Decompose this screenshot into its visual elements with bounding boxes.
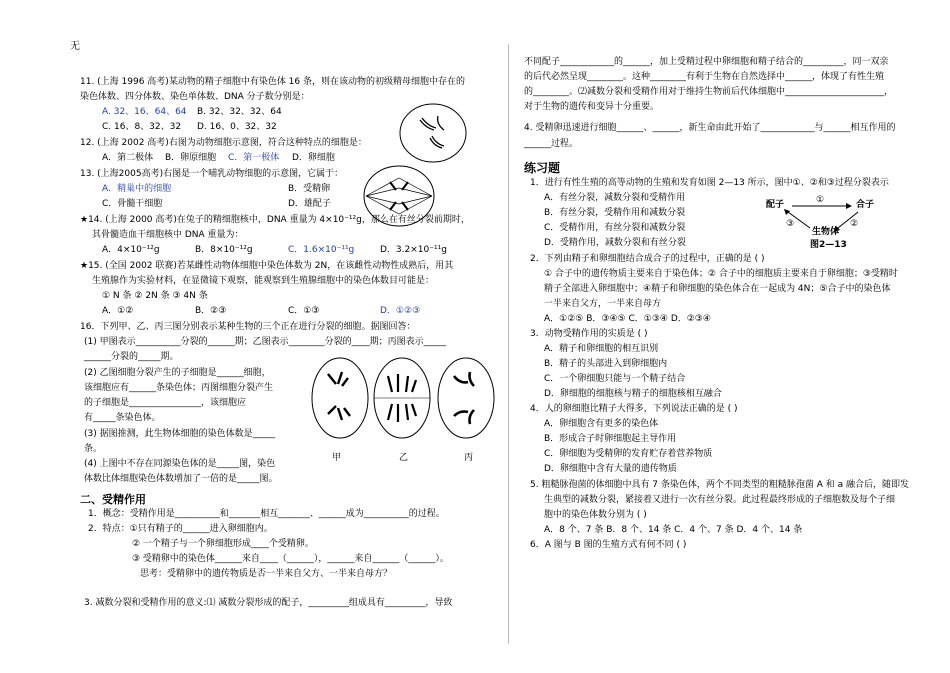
e2-stem: 2．下列由精子和卵细胞结合成合子的过程中，正确的是 ( ) xyxy=(530,254,765,264)
e3-option-d: D．卵细胞的细胞核与精子的细胞核相互融合 xyxy=(544,389,722,399)
q11-option-a: A. 32、16、64、64 xyxy=(102,107,187,117)
q15-stem-line2: 生殖腺作为实验材料，在显微镜下观察，能观察到生殖腺细胞中的染色体数目可能是： xyxy=(92,276,435,286)
q13-stem: 13. (上海2005高考)右图是一个哺乳动物细胞的示意图，它属于： xyxy=(80,169,344,179)
q11-stem-line1: 11. (上海 1996 高考)某动物的精子细胞中有染色体 16 条，则在该动物的初级精母细胞中存在的 xyxy=(80,77,465,87)
q16-part3-line2: 条。 xyxy=(84,444,103,454)
e5-stem-line2: 生典型的减数分裂，紧接着又进行一次有丝分裂。此过程最终形成的子细胞数及每个子细 xyxy=(544,495,896,505)
q15-stem-line1: ★15. (全国 2002 联赛)若某雌性动物体细胞中染色体数为 2N，在该雌性动物性成熟后，用其 xyxy=(80,261,454,271)
q15-option-a: A．①② xyxy=(102,306,134,316)
fertilization-feature-1: 2．特点：①只有精子的______进入卵细胞内。 xyxy=(88,524,273,534)
q14-stem-line1: ★14. (上海 2000 高考)在兔子的精细胞核中，DNA 重量为 4×10⁻¹²g，那么在有丝分裂前期时， xyxy=(80,215,470,225)
q15-option-d: D．①②③ xyxy=(380,306,421,316)
animal-cell-figure-q12 xyxy=(398,102,468,164)
mammal-cell-figure-q13 xyxy=(362,164,436,228)
e1-option-b: B．有丝分裂，受精作用和减数分裂 xyxy=(544,208,686,218)
q16-part3-line1: (3) 据图推测，此生物体细胞的染色体数是_____ xyxy=(84,429,276,439)
figure-step-1: ① xyxy=(816,195,825,205)
q16-stem: 16．下列甲、乙、丙三图分别表示某种生物的三个正在进行分裂的细胞。据图回答： xyxy=(80,322,416,332)
e1-option-a: A．有丝分裂，减数分裂和受精作用 xyxy=(544,193,686,203)
q12-option-a: A．第二极体 xyxy=(102,153,154,163)
q11-option-d: D. 16、0、32、32 xyxy=(197,122,277,132)
e3-option-b: B．精子的头部进入到卵细胞内 xyxy=(544,359,668,369)
q13-option-a: A．精巢中的细胞 xyxy=(102,184,172,194)
q16-part4-line2: 体数比体细胞染色体数增加了一倍的是_____图。 xyxy=(84,474,278,484)
q14-option-d: D．3.2×10⁻¹¹g xyxy=(380,245,447,255)
q16-part2-line1: (2) 乙图细胞分裂产生的子细胞是______细胞， xyxy=(84,368,271,378)
q11-option-b: B. 32、32、32、64 xyxy=(197,107,282,117)
e1-stem: 1．进行有性生殖的高等动物的生殖和发育如图 2—13 所示，图中①、②和③过程分裂表示 xyxy=(530,178,889,188)
practice-title: 练习题 xyxy=(524,161,561,175)
q15-option-c: C．①③ xyxy=(288,306,320,316)
q13-option-d: D．雄配子 xyxy=(288,199,331,209)
q12-option-d: D．卵细胞 xyxy=(292,153,335,163)
figure-caption: 图2—13 xyxy=(810,240,847,250)
fertilization-feature-3: ③ 受精卵中的染色体______来自____（______），______来自______（______）。 xyxy=(132,554,449,564)
e4-option-a: A．卵细胞含有更多的染色体 xyxy=(544,419,659,429)
e5-stem-line1: 5. 粗糙脉孢菌的体细胞中具有 7 条染色体，两个不同类型的粗糙脉孢菌 A 和 a 融合后，随即发 xyxy=(530,480,910,490)
q13-option-b: B．受精卵 xyxy=(288,184,331,194)
e1-option-c: C．受精作用，有丝分裂和减数分裂 xyxy=(544,223,686,233)
e4-option-d: D．卵细胞中含有大量的遗传物质 xyxy=(544,464,677,474)
q16-part4-line1: (4) 上图中不存在同源染色体的是_____图，染色 xyxy=(84,459,276,469)
e1-option-d: D．受精作用，减数分裂和有丝分裂 xyxy=(544,238,686,248)
significance-line5: 对于生物的遗传和变异十分重要。 xyxy=(524,102,660,112)
q16-part1-line2: ______分裂的_____期。 xyxy=(84,352,179,362)
think-question: 思考：受精卵中的遗传物质是否一半来自父方、一半来自母方？ xyxy=(140,569,393,579)
q15-option-b: B．②③ xyxy=(195,306,227,316)
e2-statements-line2: 精子全部进入卵细胞中；④精子和卵细胞的染色体合在一起成为 4N；⑤合子中的染色体 xyxy=(544,284,891,294)
significance-line4: 的________。⑵减数分裂和受精作用对于维持生物前后代体细胞中______________________， xyxy=(524,87,894,97)
figure-2-13 xyxy=(766,196,886,256)
figure-label-zygote: 合子 xyxy=(856,200,875,210)
q12-option-b: B．卵原细胞 xyxy=(165,153,217,163)
column-divider xyxy=(508,44,509,644)
figure-label-organism: 生物体 xyxy=(812,227,840,237)
fertilization-concept: 1．概念：受精作用是__________和_______相互_______、______成为__________的过程。 xyxy=(88,509,445,519)
e5-options: A．8 个、7 条 B．8 个、14 条 C．4 个、7 条 D．4 个、14 条 xyxy=(544,525,803,535)
e4-option-b: B．形成合子时卵细胞起主导作用 xyxy=(544,434,677,444)
e3-option-a: A．精子和卵细胞的相互识别 xyxy=(544,344,659,354)
e4-stem: 4．人的卵细胞比精子大得多，下列说法正确的是 ( ) xyxy=(530,404,738,414)
figure-label-bing: 丙 xyxy=(464,453,474,463)
q16-part2-line2: 该细胞应有______条染色体；丙图细胞分裂产生 xyxy=(84,383,274,393)
section-2-title: 二、受精作用 xyxy=(80,493,146,506)
zygote-development-line1: 4. 受精卵迅速进行细胞______、______，新生命由此开始了____________与______相互作用的 xyxy=(524,123,896,133)
e2-options: A．①②⑤ B．③④⑤ C．①③④ D．②③④ xyxy=(544,314,711,324)
q11-option-c: C. 16、8、32、32 xyxy=(102,122,182,132)
cell-division-figures-q16 xyxy=(308,352,498,450)
e3-stem: 3．动物受精作用的实质是 ( ) xyxy=(530,329,648,339)
e2-statements-line3: 一半来自父方，一半来自母方 xyxy=(544,299,662,309)
figure-label-yi: 乙 xyxy=(399,453,409,463)
q15-choices: ① N 条 ② 2N 条 ③ 4N 条 xyxy=(102,291,208,301)
e3-option-c: C．一个卵细胞只能与一个精子结合 xyxy=(544,374,686,384)
figure-step-3: ③ xyxy=(786,219,795,229)
figure-label-gamete: 配子 xyxy=(766,200,785,210)
q14-option-a: A．4×10⁻¹²g xyxy=(102,245,160,255)
q14-option-b: B．8×10⁻¹²g xyxy=(195,245,253,255)
fertilization-feature-2: ② 一个精子与一个卵细胞形成____个受精卵。 xyxy=(132,539,314,549)
q16-part2-line4: 有_____条染色体。 xyxy=(84,413,161,423)
q14-option-c: C．1.6×10⁻¹¹g xyxy=(288,245,355,255)
significance-line2: 不同配子____________的______，加上受精过程中卵细胞和精子结合的_________，同一双亲 xyxy=(524,57,889,67)
q14-stem-line2: 其骨髓造血干细胞核中 DNA 重量为： xyxy=(92,230,244,240)
zygote-development-line2: ______过程。 xyxy=(524,139,579,149)
e4-option-c: C．卵细胞为受精卵的发育贮存着营养物质 xyxy=(544,449,713,459)
e5-stem-line3: 胞中的染色体数分别为 ( ) xyxy=(544,510,647,520)
significance-line1: 3. 减数分裂和受精作用的意义:⑴ 减数分裂形成的配子，_________组成具有_________，导致 xyxy=(84,598,453,608)
q13-option-c: C．骨髓干细胞 xyxy=(102,199,163,209)
page-header: 无 xyxy=(70,41,80,52)
q11-stem-line2: 染色体数、四分体数、染色单体数、DNA 分子数分别是： xyxy=(80,92,310,102)
q16-part1-line1: (1) 甲图表示__________分裂的______期；乙图表示________分裂的____期；丙图表示_____ xyxy=(84,337,447,347)
q12-option-c: C．第一极体 xyxy=(228,153,280,163)
e2-statements-line1: ① 合子中的遗传物质主要来自于染色体；② 合子中的细胞质主要来自于卵细胞；③受精时 xyxy=(544,269,898,279)
q16-part2-line3: 的子细胞是________________，该细胞应 xyxy=(84,398,247,408)
q12-stem: 12. (上海 2002 高考)右图为动物细胞示意图，符合这种特点的细胞是： xyxy=(80,138,367,148)
figure-step-2: ② xyxy=(850,219,859,229)
significance-line3: 的后代必然呈现________。这种________有利于生物在自然选择中______，体现了有性生殖 xyxy=(524,72,885,82)
e6-stem: 6．A 图与 B 图的生殖方式有何不同 ( ) xyxy=(530,540,687,550)
figure-label-jia: 甲 xyxy=(332,453,342,463)
